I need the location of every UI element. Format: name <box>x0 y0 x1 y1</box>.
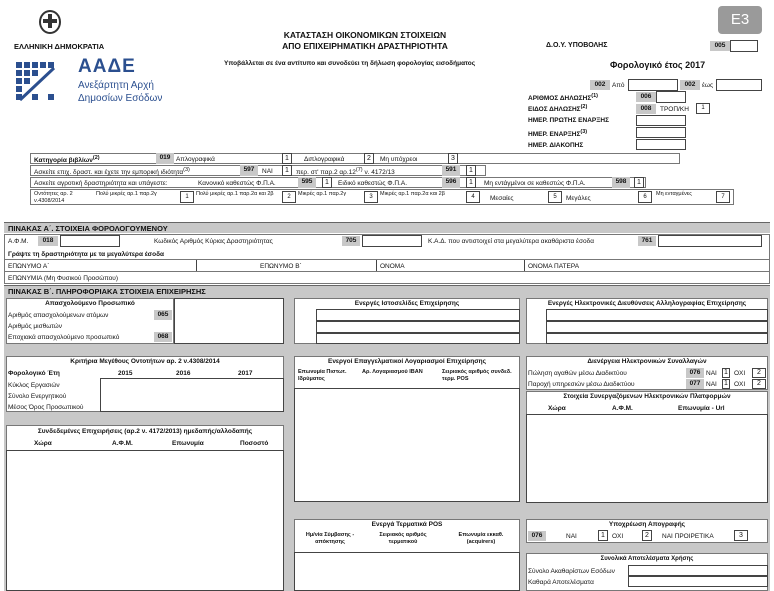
email-row-2[interactable] <box>546 321 768 333</box>
staff-values[interactable] <box>174 298 284 344</box>
bank-h3: Σειριακός αριθμός συνδεδ. τερμ. POS <box>442 369 512 382</box>
platforms-title: Στοιχεία Συνεργαζόμενων Ηλεκτρονικών Πλατφορμών <box>563 393 731 400</box>
stop-field[interactable] <box>636 139 686 150</box>
inventory-yes: ΝΑΙ <box>566 533 577 540</box>
inventory-code: 076 <box>528 531 546 541</box>
platforms-rows[interactable] <box>526 414 768 503</box>
agri-nontax-code: 598 <box>612 177 630 188</box>
ecom-r2-label: Παροχή υπηρεσιών μέσω Διαδικτύου <box>528 381 635 388</box>
staff-r1-label: Αριθμός απασχολούμενων ατόμων <box>8 312 109 319</box>
tax-year: Φορολογικό έτος 2017 <box>610 60 706 70</box>
afm-label: Α.Φ.Μ. <box>8 238 29 245</box>
declaration-type-value: ΤΡΟΠ/ΚΗ <box>660 106 689 113</box>
logo-name: ΑΑΔΕ <box>78 56 136 77</box>
declaration-number-label: ΑΡΙΘΜΟΣ ΔΗΛΩΣΗΣ$^{(1)}$ <box>528 93 598 103</box>
afm-code: 018 <box>38 236 58 246</box>
stop-label: ΗΜΕΡ. ΔΙΑΚΟΠΗΣ <box>528 142 584 149</box>
kad-max-code: 761 <box>638 236 656 246</box>
staff-r1-code: 065 <box>154 310 172 320</box>
commercial-checkbox[interactable]: 1 <box>282 165 292 176</box>
start-field[interactable] <box>636 127 686 138</box>
agri-normal-checkbox[interactable]: 1 <box>322 177 332 188</box>
ecom-r2-code: 077 <box>686 379 704 389</box>
doy-field[interactable] <box>730 40 758 52</box>
agri-normal-label: Κανονικό καθεστώς Φ.Π.Α. <box>198 180 276 187</box>
entity-c3-label: Μικρές αρ.1 παρ.2γ <box>298 191 347 197</box>
staff-r2-label: Αριθμός μισθωτών <box>8 323 62 330</box>
entity-c1-label: Πολύ μικρές αρ.1 παρ.2γ <box>96 191 157 197</box>
bank-title: Ενεργοί Επαγγελματικοί Λογαριασμοί Επιχείρησης <box>327 358 487 365</box>
staff-title: Απασχολούμενο Προσωπικό <box>45 300 135 307</box>
doy-code: 005 <box>710 41 730 51</box>
websites-title: Ενεργές Ιστοσελίδες Επιχείρησης <box>354 300 460 307</box>
company-label: ΕΠΩΝΥΜΙΑ (Μη Φυσικού Προσώπου) <box>8 275 118 282</box>
pos-h1: Ημ/νία Σύμβασης - απόκτησης <box>305 532 355 545</box>
agri-nontax-checkbox[interactable]: 1 <box>634 177 644 188</box>
related-h1: Χώρα <box>34 440 52 447</box>
size-title: Κριτήρια Μεγέθους Οντοτήτων αρ. 2 ν.4308/2014 <box>70 358 220 365</box>
pos-rows[interactable] <box>294 552 520 591</box>
entity-c2-label: Πολύ μικρές αρ.1 παρ.2α και 2β <box>196 191 274 197</box>
surname-a-field[interactable] <box>196 260 256 271</box>
pos-h3: Επωνυμία εκκαθ. (acquirers) <box>458 532 504 545</box>
results-r2-label: Καθαρά Αποτελέσματα <box>528 579 594 586</box>
size-year-1: 2015 <box>118 370 133 377</box>
kad-max-field[interactable] <box>658 235 762 247</box>
declaration-type-checkbox[interactable]: 1 <box>696 103 710 114</box>
platforms-h3: Επωνυμία - Url <box>678 405 725 412</box>
related-rows[interactable] <box>6 450 284 591</box>
article-code: 591 <box>442 165 460 176</box>
bank-rows[interactable] <box>294 388 520 502</box>
email-row-1[interactable] <box>546 309 768 321</box>
related-h4: Ποσοστό <box>240 440 269 447</box>
ecom-r2-no-checkbox[interactable]: 2 <box>752 379 766 389</box>
agri-special-code: 596 <box>442 177 460 188</box>
ecom-r2-no: ΟΧΙ <box>734 381 746 388</box>
emails-title: Ενεργές Ηλεκτρονικές Διευθύνσεις Αλληλογραφίας Επιχείρησης <box>547 300 747 307</box>
period-to-code: 002 <box>680 80 700 90</box>
commercial-code: 597 <box>240 165 258 176</box>
first-start-field[interactable] <box>636 115 686 126</box>
commercial-label: Ασκείτε επιχ. δραστ. και έχετε την εμπορική ιδιότητα$^{(3)}$ <box>34 167 190 177</box>
books-none-label: Μη υπόχρεοι <box>380 156 418 163</box>
form-code-badge: Ε3 <box>718 6 762 34</box>
inventory-yes-checkbox[interactable]: 1 <box>598 530 608 541</box>
ecom-r1-yes-checkbox[interactable]: 1 <box>722 368 730 378</box>
entity-c4-checkbox[interactable]: 4 <box>466 191 480 203</box>
surname-b-field[interactable] <box>376 260 379 271</box>
agri-label: Ασκείτε αγροτική δραστηριότητα και υπάγεστε: <box>34 180 168 187</box>
first-start-label: ΗΜΕΡ. ΠΡΩΤΗΣ ΕΝΑΡΞΗΣ <box>528 117 610 124</box>
website-row-2[interactable] <box>316 321 520 333</box>
books-none-checkbox[interactable]: 3 <box>448 153 458 164</box>
surname-a-label: ΕΠΩΝΥΜΟ Α΄ <box>8 263 50 270</box>
period-from-field[interactable] <box>628 79 678 91</box>
article-checkbox[interactable]: 1 <box>466 165 476 176</box>
entities-label: Οντότητες αρ. 2 ν.4308/2014 <box>34 191 73 204</box>
declaration-type-label: ΕΙΔΟΣ ΔΗΛΩΣΗΣ$^{(2)}$ <box>528 104 588 114</box>
start-label: ΗΜΕΡ. ΕΝΑΡΞΗΣ$^{(3)}$ <box>528 129 588 139</box>
aade-logo-icon <box>14 60 58 106</box>
website-row-1[interactable] <box>316 309 520 321</box>
kad-field[interactable] <box>362 235 422 247</box>
declaration-type-code: 008 <box>636 104 656 114</box>
entity-c2-checkbox[interactable]: 2 <box>282 191 296 203</box>
period-from-label: Από <box>612 82 625 89</box>
afm-field[interactable] <box>60 235 120 247</box>
surname-b-label: ΕΠΩΝΥΜΟ Β΄ <box>260 263 302 270</box>
books-double-checkbox[interactable]: 2 <box>364 153 374 164</box>
logo-subtitle-1: Ανεξάρτητη Αρχή <box>78 80 154 91</box>
results-r1-label: Σύνολο Ακαθαρίστων Εσόδων <box>528 568 615 575</box>
website-row-3[interactable] <box>316 333 520 344</box>
books-code: 019 <box>156 153 174 164</box>
related-h3: Επωνυμία <box>172 440 204 447</box>
entity-c7-label: Μη ενταγμένες <box>656 191 692 197</box>
size-year-3: 2017 <box>238 370 253 377</box>
inventory-title: Υποχρέωση Απογραφής <box>608 521 686 528</box>
period-to-field[interactable] <box>716 79 762 91</box>
size-r2-label: Σύνολο Ενεργητικού <box>8 393 67 400</box>
ecom-r1-label: Πώληση αγαθών μέσω Διαδικτύου <box>528 370 627 377</box>
entity-c3-checkbox[interactable]: 3 <box>364 191 378 203</box>
table-b-title: ΠΙΝΑΚΑΣ Β΄. ΠΛΗΡΟΦΟΡΙΑΚΑ ΣΤΟΙΧΕΙΑ ΕΠΙΧΕΙΡΗΣΗΣ <box>4 285 770 296</box>
form-title-1: ΚΑΤΑΣΤΑΣΗ ΟΙΚΟΝΟΜΙΚΩΝ ΣΤΟΙΧΕΙΩΝ <box>283 30 447 40</box>
entity-c5-checkbox[interactable]: 5 <box>548 191 562 203</box>
inventory-no: ΟΧΙ <box>612 533 624 540</box>
agri-normal-code: 595 <box>298 177 316 188</box>
logo-subtitle-2: Δημοσίων Εσόδων <box>78 93 163 104</box>
results-r1-field[interactable] <box>628 565 768 576</box>
ecom-title: Διενέργεια Ηλεκτρονικών Συναλλαγών <box>587 358 707 365</box>
inventory-pre-checkbox[interactable]: 3 <box>734 530 748 541</box>
article-label: περ. στ' παρ.2 αρ.12$^{(7)}$ ν. 4172/13 <box>296 167 395 177</box>
agri-special-label: Ειδικό καθεστώς Φ.Π.Α. <box>338 180 408 187</box>
form-subtitle: Υποβάλλεται σε ένα αντίτυπο και συνοδεύει τη δήλωση φορολογίας εισοδήματος <box>224 60 476 67</box>
period-to-label: έως <box>702 82 714 89</box>
kad-label: Κωδικός Αριθμός Κύριας Δραστηριότητας <box>154 238 273 245</box>
pos-title: Ενεργά Τερματικά POS <box>371 521 443 528</box>
entity-c6-label: Μεγάλες <box>566 195 591 202</box>
ecom-r1-code: 076 <box>686 368 704 378</box>
books-label: Κατηγορία βιβλίων$^{(2)}$ <box>34 155 100 165</box>
books-simple-label: Απλογραφικά <box>176 156 215 163</box>
results-title: Συνολικά Αποτελέσματα Χρήσης <box>600 556 694 562</box>
commercial-yes: ΝΑΙ <box>262 168 273 175</box>
staff-r3-label: Εποχιακά απασχολούμενο προσωπικό <box>8 334 120 341</box>
doy-label: Δ.Ο.Υ. ΥΠΟΒΟΛΗΣ <box>546 42 608 49</box>
platforms-h2: Α.Φ.Μ. <box>612 405 633 412</box>
results-r2-field[interactable] <box>628 576 768 587</box>
size-values[interactable] <box>100 378 284 412</box>
pos-h2: Σειριακός αριθμός τερματικού <box>379 532 427 545</box>
entity-c6-checkbox[interactable]: 6 <box>638 191 652 203</box>
state-name: ΕΛΛΗΝΙΚΗ ΔΗΜΟΚΡΑΤΙΑ <box>14 42 105 51</box>
email-row-3[interactable] <box>546 333 768 344</box>
declaration-number-field[interactable] <box>656 91 686 103</box>
kad-code: 705 <box>342 236 360 246</box>
staff-r3-code: 068 <box>154 332 172 342</box>
related-h2: Α.Φ.Μ. <box>112 440 133 447</box>
form-title-2: ΑΠΟ ΕΠΙΧΕΙΡΗΜΑΤΙΚΗ ΔΡΑΣΤΗΡΙΟΤΗΤΑ <box>282 41 448 51</box>
name-label: ΟΝΟΜΑ <box>380 263 405 270</box>
books-simple-checkbox[interactable]: 1 <box>282 153 292 164</box>
name-field[interactable] <box>524 260 527 271</box>
declaration-number-code: 006 <box>636 92 656 102</box>
agri-nontax-label: Μη εντάγμένοι σε καθεστώς Φ.Π.Α. <box>484 180 586 187</box>
entity-c1-checkbox[interactable]: 1 <box>180 191 194 203</box>
ecom-r1-yes: ΝΑΙ <box>706 370 717 377</box>
entity-c5-label: Μεσαίες <box>490 195 514 202</box>
inventory-no-checkbox[interactable]: 2 <box>642 530 652 541</box>
size-r1-label: Κύκλος Εργασιών <box>8 382 60 389</box>
size-r3-label: Μέσος Όρος Προσωπικού <box>8 404 84 411</box>
related-title: Συνδεδεμένες Επιχειρήσεις (αρ.2 ν. 4172/2013) ημεδαπής/αλλοδαπής <box>37 428 253 435</box>
ecom-r1-no-checkbox[interactable]: 2 <box>752 368 766 378</box>
entity-c4-label: Μικρές αρ.1 παρ.2α και 2β <box>380 191 445 197</box>
father-label: ΟΝΟΜΑ ΠΑΤΕΡΑ <box>528 263 580 270</box>
bank-h2: Αρ. Λογαριασμού IBAN <box>362 369 423 375</box>
table-a-title: ΠΙΝΑΚΑΣ Α΄. ΣΤΟΙΧΕΙΑ ΦΟΡΟΛΟΓΟΥΜΕΝΟΥ <box>4 222 770 233</box>
bank-h1: Επωνυμία Πιστωτ. Ιδρύματος <box>298 369 347 382</box>
size-year-label: Φορολογικό Έτη <box>8 370 60 377</box>
inventory-pre: ΝΑΙ ΠΡΟΙΡΕΤΙΚΑ <box>662 533 714 540</box>
platforms-h1: Χώρα <box>548 405 566 412</box>
ecom-r2-yes: ΝΑΙ <box>706 381 717 388</box>
entity-c7-checkbox[interactable]: 7 <box>716 191 730 203</box>
ecom-r1-no: ΟΧΙ <box>734 370 746 377</box>
kad-max-label: Κ.Α.Δ. που αντιστοιχεί στα μεγαλύτερα ακαθάριστα έσοδα <box>428 238 594 245</box>
period-from-code: 002 <box>590 80 610 90</box>
books-double-label: Διπλογραφικά <box>304 156 345 163</box>
ecom-r2-yes-checkbox[interactable]: 1 <box>722 379 730 389</box>
size-year-2: 2016 <box>176 370 191 377</box>
agri-special-checkbox[interactable]: 1 <box>466 177 476 188</box>
activity-label: Γράψτε τη δραστηριότητα με τα μεγαλύτερα έσοδα <box>8 251 165 258</box>
